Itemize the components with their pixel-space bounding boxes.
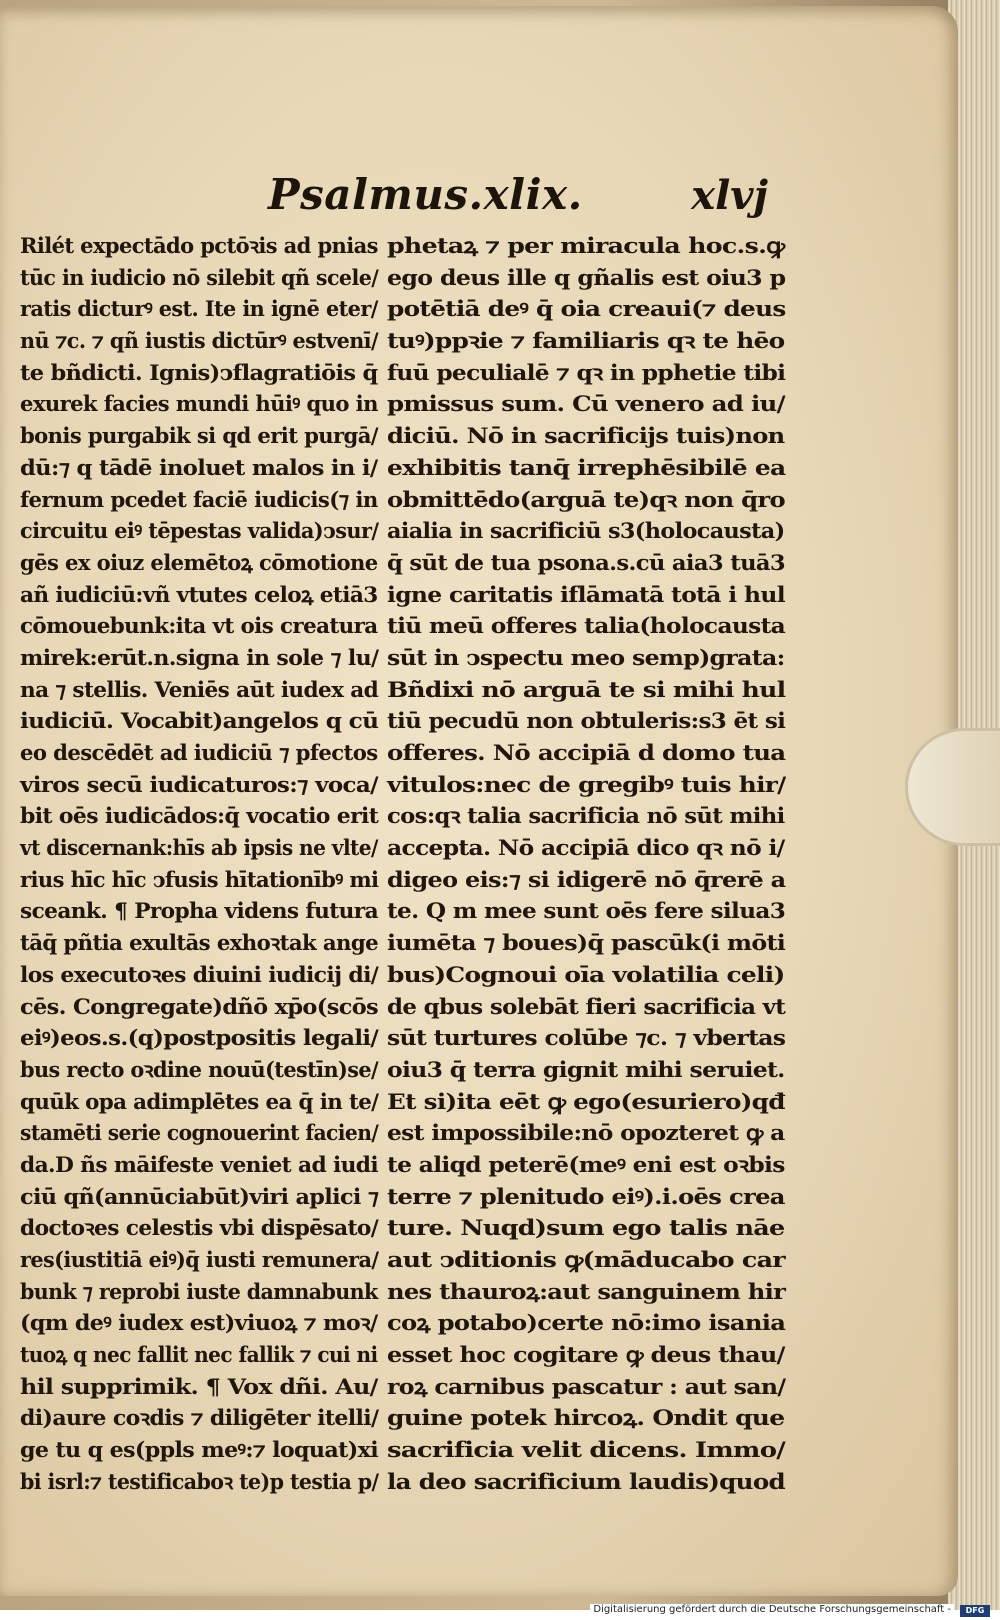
text-line: fernum pcedet faciē iudicis(⁊ in bbox=[20, 486, 378, 512]
page-title: Psalmus.xlix. bbox=[268, 170, 583, 219]
text-line: iudiciū. Vocabit)angelos q cū bbox=[20, 708, 379, 734]
text-line: tāq̄ pñtia exultās exhoꝛtak ange bbox=[20, 930, 379, 956]
text-line: ture. Nuqd)sum ego talis nāe bbox=[387, 1215, 785, 1241]
text-line: igne caritatis iflāmatā totā i hul bbox=[387, 581, 785, 607]
text-line: la deo sacrificium laudis)quod bbox=[387, 1468, 786, 1494]
text-line: aialia in sacrificiū s3(holocausta) bbox=[387, 518, 785, 544]
text-line: (qm deꝰ iudex est)viuoꝝ ⁊ moꝛ/ bbox=[20, 1310, 378, 1336]
text-line: bonis purgabik si qd erit purgā/ bbox=[20, 423, 378, 449]
text-line: circuitu eiꝰ tēpestas valida)ↄsur/ bbox=[20, 518, 379, 544]
text-line: q̄ sūt de tua psona.s.cū aia3 tuā3 bbox=[387, 549, 786, 575]
text-line: bit oēs iudicādos:q̄ vocatio erit bbox=[20, 803, 379, 829]
text-line: te aliqd peterē(meꝰ eni est oꝛbis bbox=[387, 1151, 785, 1177]
text-line: sceank. ¶ Propha videns futura bbox=[20, 898, 378, 924]
text-line: bunk ⁊ reprobi iuste damnabunk bbox=[20, 1278, 378, 1304]
text-line: digeo eis:⁊ si idigerē nō q̄rerē a bbox=[387, 866, 786, 892]
left-text-column bbox=[20, 230, 390, 1498]
text-line: Bñdixi nō arguā te si mihi hul bbox=[387, 676, 786, 702]
text-line: stamēti serie cognouerint facien/ bbox=[20, 1120, 379, 1146]
text-line: offeres. Nō accipiā d domo tua bbox=[387, 740, 786, 765]
text-line: dū:⁊ q tādē inoluet malos in i/ bbox=[20, 454, 378, 480]
text-line: sūt turtures colūbe ⁊c. ⁊ vbertas bbox=[387, 1025, 786, 1051]
text-line: tuoꝝ q nec fallit nec fallik ⁊ cui ni bbox=[20, 1342, 378, 1368]
text-line: bus)Cognoui oīa volatilia celi) bbox=[387, 961, 785, 987]
text-line: cēs. Congregate)dñō xp̄o(scōs bbox=[20, 993, 379, 1019]
text-line: eiꝰ)eos.s.(q)postpositis legali/ bbox=[20, 1025, 379, 1051]
text-line: cos:qꝛ talia sacrificia nō sūt mihi bbox=[387, 803, 785, 829]
text-line: tiū meū offeres talia(holocausta bbox=[387, 613, 786, 639]
text-line: viros secū iudicaturos:⁊ voca/ bbox=[20, 771, 378, 797]
text-line: ciū qñ(annūciabūt)viri aplici ⁊ bbox=[20, 1183, 379, 1209]
text-line: esset hoc cogitare ꝙ deus thau/ bbox=[387, 1342, 785, 1368]
text-line: terre ⁊ plenitudo eiꝰ).i.oēs crea bbox=[387, 1183, 785, 1209]
text-line: nū ⁊c. ⁊ qñ iustis dictūrꝰ estvenī/ bbox=[20, 328, 378, 354]
text-line: hil supprimik. ¶ Vox dñi. Au/ bbox=[20, 1373, 378, 1399]
text-line: sacrificia velit dicens. Immo/ bbox=[387, 1437, 785, 1463]
text-line: pmissus sum. Cū venero ad iu/ bbox=[387, 391, 785, 417]
text-line: tiū pecudū non obtuleris:s3 ēt si bbox=[387, 708, 786, 734]
text-line: ge tu q es(ppls meꝰ:⁊ loquat)xi bbox=[20, 1437, 378, 1463]
text-line: quūk opa adimplētes ea q̄ in te/ bbox=[20, 1088, 379, 1114]
text-line: rius hīc hīc ↄfusis hītationībꝰ mi bbox=[20, 866, 379, 892]
text-line: guine potek hircoꝝ. Ondit que bbox=[387, 1405, 785, 1431]
digitization-credit: Digitalisierung gefördert durch die Deutsche Forschungsgemeinschaft - bbox=[590, 1604, 954, 1615]
folio-number: xlvj bbox=[691, 172, 768, 219]
text-line: bi isrl:⁊ testificaboꝛ te)p testia p/ bbox=[20, 1468, 379, 1494]
text-line: res(iustitiā eiꝰ)q̄ iusti remunera/ bbox=[20, 1247, 379, 1272]
text-line: sūt in ↄspectu meo semp)grata: bbox=[387, 644, 785, 670]
text-line: de qbus solebāt fieri sacrificia vt bbox=[387, 993, 786, 1019]
text-line: di)aure coꝛdis ⁊ diligēter itelli/ bbox=[20, 1405, 379, 1431]
text-line: vitulos:nec de gregibꝰ tuis hir/ bbox=[387, 771, 786, 797]
text-line: diciū. Nō in sacrificijs tuis)non bbox=[387, 423, 785, 449]
text-line: oiu3 q̄ terra gignit mihi seruiet. bbox=[387, 1056, 785, 1082]
text-line: tuꝰ)ppꝛie ⁊ familiaris qꝛ te hēo bbox=[387, 328, 785, 354]
text-line: gēs ex oiuz elemētoꝝ cōmotione bbox=[20, 549, 378, 575]
text-line: aut ↄditionis ꝙ(māducabo car bbox=[387, 1247, 785, 1272]
running-head bbox=[268, 170, 768, 230]
text-line: te bñdicti. Ignis)ↄflagratiōis q̄ bbox=[20, 359, 378, 385]
text-line: fuū peculialē ⁊ qꝛ in pphetie tibi bbox=[387, 359, 786, 385]
text-line: eo descēdēt ad iudiciū ⁊ pfectos bbox=[20, 740, 378, 765]
text-line: roꝝ carnibus pascatur : aut san/ bbox=[387, 1373, 786, 1399]
text-line: da.D ñs māifeste veniet ad iudi bbox=[20, 1151, 379, 1177]
text-line: Rilét expectādo pctōꝛis ad pnias bbox=[20, 233, 378, 258]
text-line: potētiā deꝰ q̄ oia creaui(⁊ deus bbox=[387, 296, 786, 322]
text-line: exurek facies mundi hūiꝰ quo in bbox=[20, 391, 378, 417]
text-line: na ⁊ stellis. Veniēs aūt iudex ad bbox=[20, 676, 379, 702]
text-line: bus recto oꝛdine nouū(testīn)se/ bbox=[20, 1056, 379, 1082]
text-line: mirek:erūt.n.signa in sole ⁊ lu/ bbox=[20, 644, 379, 670]
text-line: Et si)ita eēt ꝙ ego(esuriero)qđ bbox=[387, 1088, 785, 1114]
text-line: tūc in iudicio nō silebit qñ scele/ bbox=[20, 264, 379, 290]
text-line: añ iudiciū:vñ vtutes celoꝝ etiā3 bbox=[20, 581, 378, 607]
text-line: phetaꝝ ⁊ per miracula hoc.s.ꝙ bbox=[387, 233, 785, 258]
text-line: nes thauroꝝ:aut sanguinem hir bbox=[387, 1278, 786, 1304]
text-line: te. Q m mee sunt oēs fere silua3 bbox=[387, 898, 786, 924]
text-line: exhibitis tanq̄ irrephēsibilē ea bbox=[387, 454, 786, 480]
text-line: obmittēdo(arguā te)qꝛ non q̄ro bbox=[387, 486, 785, 512]
right-text-column bbox=[387, 230, 789, 1498]
text-line: coꝝ potabo)certe nō:imo isania bbox=[387, 1310, 786, 1336]
text-line: doctoꝛes celestis vbi dispēsato/ bbox=[20, 1215, 379, 1241]
text-line: est impossibile:nō opozteret ꝙ a bbox=[387, 1120, 785, 1146]
text-line: accepta. Nō accipiā dico qꝛ nō i/ bbox=[387, 835, 785, 861]
dfg-logo-icon: DFG bbox=[960, 1605, 990, 1617]
text-line: cōmouebunk:ita vt ois creatura bbox=[20, 613, 378, 639]
text-line: ego deus ille q gñalis est oiu3 p bbox=[387, 264, 786, 290]
text-line: iumēta ⁊ boues)q̄ pascūk(i mōti bbox=[387, 930, 786, 956]
text-line: ratis dicturꝰ est. Ite in ignē eter/ bbox=[20, 296, 378, 322]
text-line: los executoꝛes diuini iudicij di/ bbox=[20, 961, 379, 987]
text-line: vt discernank:hīs ab ipsis ne vlte/ bbox=[20, 835, 378, 861]
